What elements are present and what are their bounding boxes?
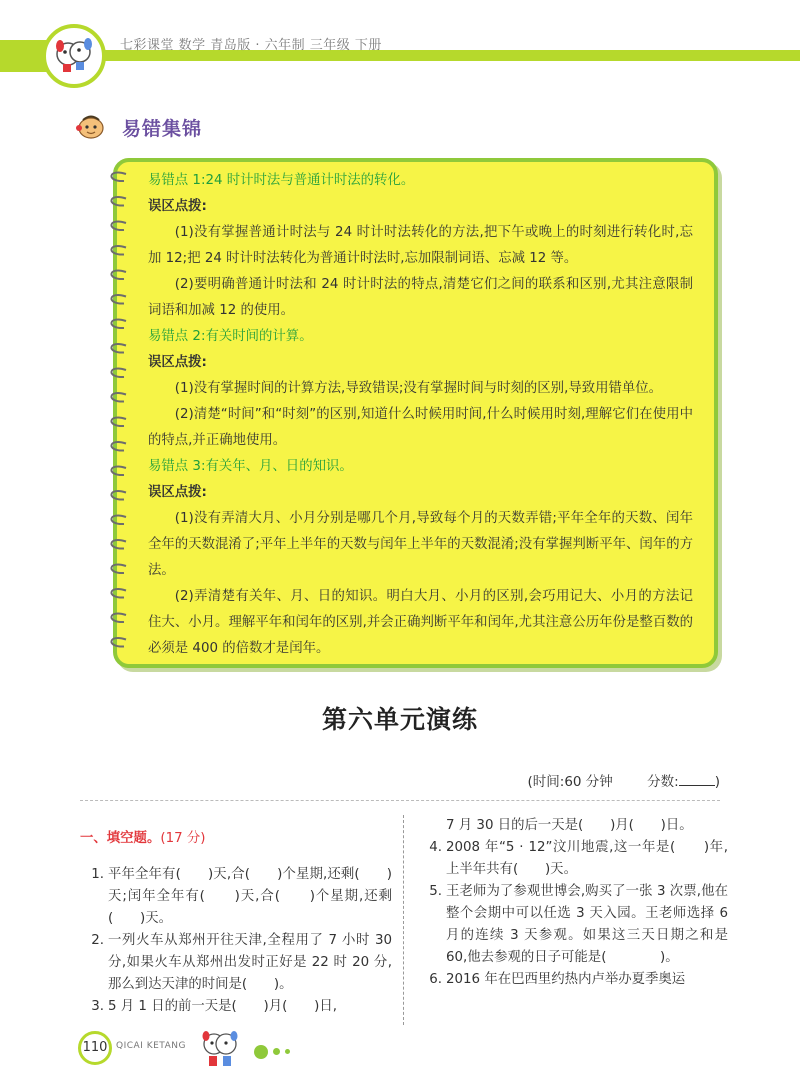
spiral-binding-icon: [104, 166, 130, 666]
spiral-ring: [111, 638, 126, 647]
column-divider: [403, 815, 404, 1025]
spiral-ring: [111, 270, 126, 279]
question-text: 2008 年“5 · 12”汶川地震,这一年是( )年,上半年共有( )天。: [446, 840, 728, 877]
tip-paragraph: (2)弄清楚有关年、月、日的知识。明白大月、小月的区别,会巧用记大、小月的方法记住大、小月。理解平年和闰年的区别,并会正确判断平年和闰年,尤其注意公历年份是整百数的必须是 400 的倍数才是闰年。: [148, 589, 693, 656]
section-title: 易错集锦: [122, 118, 203, 140]
part1-heading: [80, 828, 392, 850]
tip-paragraph: (2)清楚“时间”和“时刻”的区别,知道什么时候用时间,什么时候用时刻,理解它们在使用中的特点,并正确地使用。: [148, 407, 693, 448]
mascot-head-icon: [75, 114, 107, 140]
spiral-ring: [111, 172, 126, 181]
question-3: [80, 996, 392, 1018]
error-point-2: 易错点 2:有关时间的计算。: [148, 329, 313, 344]
mascot-logo-icon: [42, 24, 106, 88]
spiral-ring: [111, 564, 126, 573]
spiral-ring: [111, 515, 126, 524]
time-score-line: [528, 770, 720, 790]
error-point-3: 易错点 3:有关年、月、日的知识。: [148, 459, 353, 474]
spiral-ring: [111, 613, 126, 622]
spiral-ring: [111, 295, 126, 304]
spiral-ring: [111, 246, 126, 255]
spiral-ring: [111, 491, 126, 500]
question-number: 3.: [91, 998, 104, 1014]
score-blank[interactable]: [679, 773, 715, 786]
question-3-continuation: 7 月 30 日的后一天是( )月( )日。: [446, 818, 693, 833]
tip-label-1: 误区点拨:: [148, 199, 207, 214]
question-number: 4.: [429, 840, 442, 855]
question-text: 平年全年有( )天,合( )个星期,还剩( )天;闰年全年有( )天,合( )个星期,还剩( )天。: [108, 866, 392, 926]
spiral-ring: [111, 540, 126, 549]
question-text: 王老师为了参观世博会,购买了一张 3 次票,他在整个会期中可以任选 3 天入园。王老师选择 6 月的连续 3 天参观。如果这三天日期之和是 60,他去参观的日子可能是( )。: [446, 884, 728, 965]
tip-paragraph: (1)没有弄清大月、小月分别是哪几个月,导致每个月的天数弄错;平年全年的天数、闰年全年的天数混淆了;平年上半年的天数与闰年上半年的天数混淆;没有掌握判断平年、闰年的方法。: [148, 511, 693, 578]
question-text: 一列火车从郑州开往天津,全程用了 7 小时 30 分,如果火车从郑州出发时正好是 22 时 20 分,那么到达天津的时间是( )。: [108, 932, 392, 992]
spiral-ring: [111, 319, 126, 328]
question-2: [80, 930, 392, 996]
question-6: [418, 969, 728, 991]
question-number: 2.: [91, 932, 104, 948]
spiral-ring: [111, 197, 126, 206]
footer-mascot-icon: [196, 1024, 244, 1072]
dot-large: [254, 1045, 268, 1059]
question-1: [80, 864, 392, 930]
unit-title: 第六单元演练: [321, 705, 478, 734]
tip-label-3: 误区点拨:: [148, 485, 207, 500]
tip-label-2: 误区点拨:: [148, 355, 207, 370]
questions-left-column: [80, 815, 392, 1018]
spiral-ring: [111, 221, 126, 230]
question-number: 6.: [429, 972, 442, 987]
footer-dots: [254, 1041, 295, 1060]
question-text: 2016 年在巴西里约热内卢举办夏季奥运: [446, 972, 686, 987]
time-label: (时间:60 分钟: [527, 774, 613, 790]
question-number: 1.: [91, 866, 104, 882]
dot-small: [285, 1049, 290, 1054]
spiral-ring: [111, 368, 126, 377]
tip-paragraph: (1)没有掌握普通计时法与 24 时计时法转化的方法,把下午或晚上的时刻进行转化时,忘加 12;把 24 时计时法转化为普通计时法时,忘加限制词语、忘减 12 等。: [148, 225, 693, 266]
divider-rule: [80, 800, 720, 801]
part1-score: (17 分): [160, 831, 206, 847]
score-label: 分数:: [647, 774, 679, 790]
part1-title: 一、填空题。: [80, 831, 161, 847]
question-text: 5 月 1 日的前一天是( )月( )日,: [108, 998, 338, 1014]
spiral-ring: [111, 417, 126, 426]
dot-medium: [273, 1048, 280, 1055]
questions-right-column: [418, 815, 728, 991]
spiral-ring: [111, 344, 126, 353]
header-title: 七彩课堂 数学 青岛版 · 六年制 三年级 下册: [120, 38, 382, 53]
tip-paragraph: (2)要明确普通计时法和 24 时计时法的特点,清楚它们之间的联系和区别,尤其注意限制词语和加减 12 的使用。: [148, 277, 693, 318]
tip-paragraph: (1)没有掌握时间的计算方法,导致错误;没有掌握时间与时刻的区别,导致用错单位。: [174, 381, 663, 396]
question-number: 5.: [429, 884, 442, 899]
close-paren: ): [714, 774, 720, 790]
spiral-ring: [111, 466, 126, 475]
spiral-ring: [111, 442, 126, 451]
notebook-content: [148, 168, 693, 662]
page-number: 110: [78, 1031, 112, 1065]
question-5: [418, 881, 728, 969]
error-point-1: 易错点 1:24 时计时法与普通计时法的转化。: [148, 173, 415, 188]
footer-brand: QICAI KETANG: [116, 1041, 186, 1051]
spiral-ring: [111, 589, 126, 598]
question-4: [418, 837, 728, 881]
spiral-ring: [111, 393, 126, 402]
